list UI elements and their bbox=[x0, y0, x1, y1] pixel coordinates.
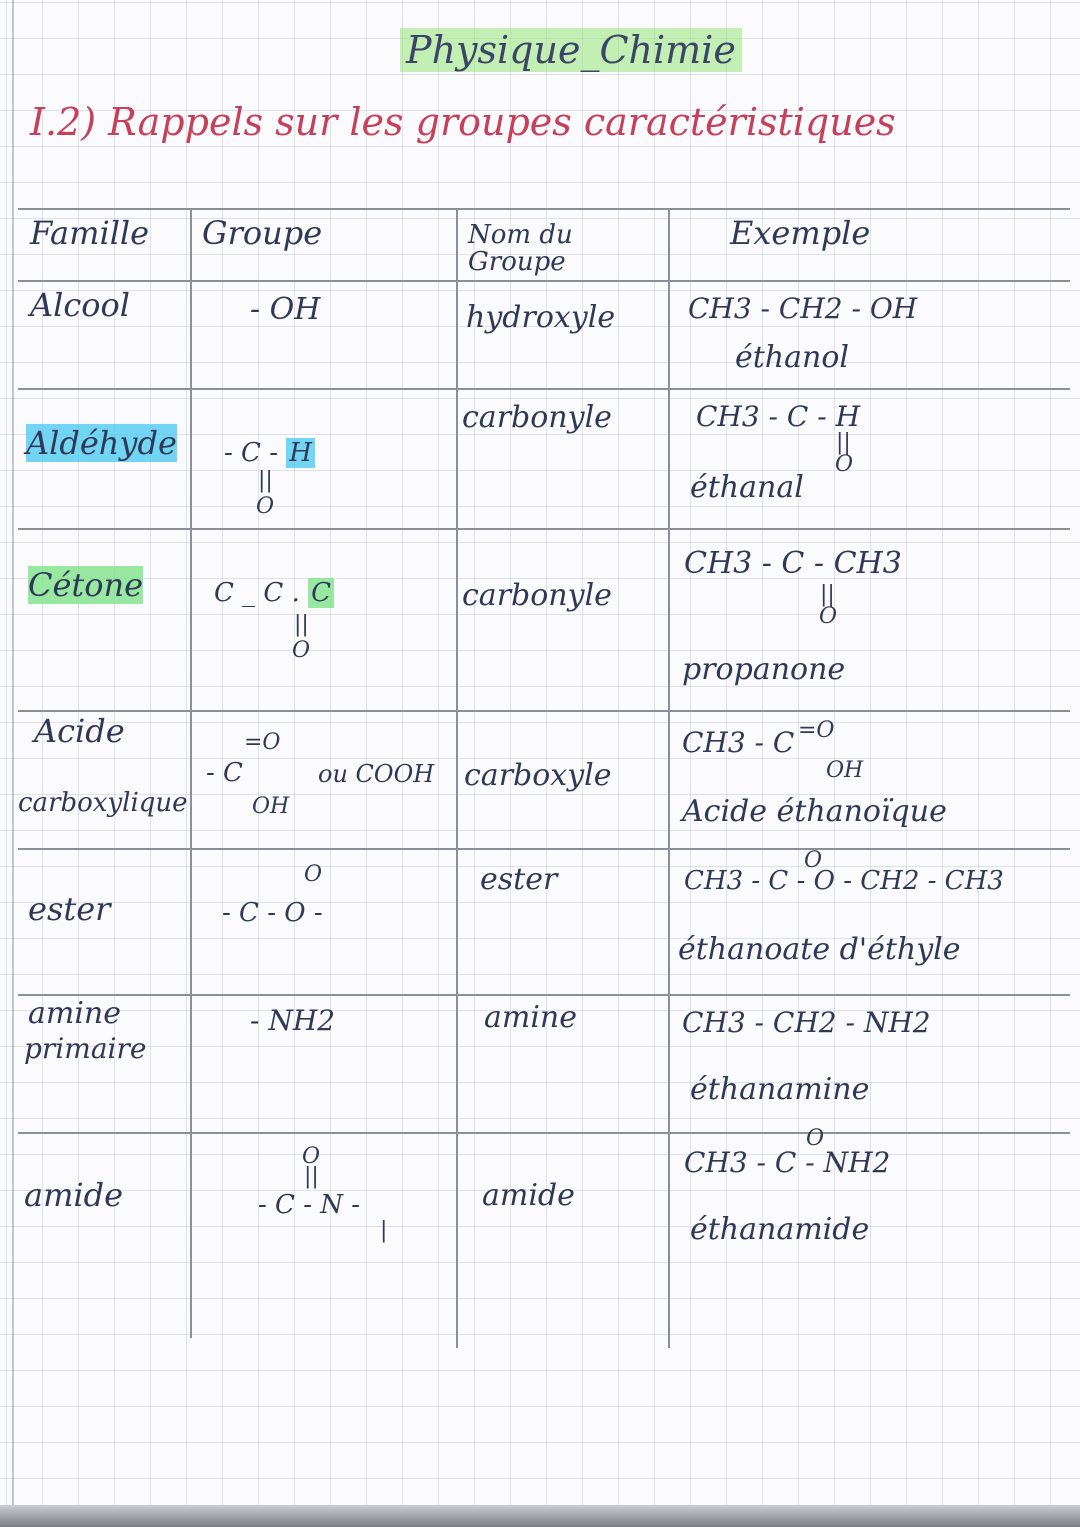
cetone-oxygen: O bbox=[292, 638, 311, 663]
row-acide-famille-l2: carboxylique bbox=[18, 788, 188, 818]
row-amine-exemple-formule: CH3 - CH2 - NH2 bbox=[682, 1006, 931, 1039]
aldehyde-oxygen: O bbox=[256, 494, 275, 519]
row-divider bbox=[18, 710, 1070, 712]
cetone-groupe-c: C bbox=[308, 578, 334, 608]
row-amine-exemple-nom: éthanamine bbox=[690, 1072, 870, 1107]
row-acide-exemple-formule: CH3 - C bbox=[682, 726, 795, 759]
row-alcool-famille: Alcool bbox=[30, 286, 131, 324]
row-aldehyde-exemple-nom: éthanal bbox=[690, 470, 804, 505]
acide-exemple-bottom: OH bbox=[826, 758, 864, 783]
row-amine-groupe: - NH2 bbox=[250, 1004, 336, 1037]
amide-groupe-main: - C - N - bbox=[258, 1190, 361, 1220]
ester-groupe-top: O bbox=[304, 862, 323, 887]
propanone-double-bond: || bbox=[820, 582, 835, 607]
row-amide-exemple-formule: CH3 - C - NH2 bbox=[684, 1146, 891, 1179]
row-amide-nom: amide bbox=[482, 1178, 575, 1213]
column-divider bbox=[668, 208, 670, 1348]
row-ester-exemple-nom: éthanoate d'éthyle bbox=[678, 932, 961, 967]
propanone-oxygen: O bbox=[819, 604, 838, 629]
row-amide-famille: amide bbox=[24, 1176, 124, 1214]
acide-groupe-bottom: OH bbox=[252, 794, 290, 819]
row-aldehyde-famille bbox=[26, 424, 177, 462]
header-exemple: Exemple bbox=[730, 214, 871, 252]
row-acide-nom: carboxyle bbox=[464, 758, 612, 793]
header-groupe: Groupe bbox=[202, 214, 323, 252]
cetone-groupe-chain: C _ C . bbox=[214, 578, 300, 608]
page-bottom-edge bbox=[0, 1505, 1080, 1527]
row-amine-nom: amine bbox=[484, 1000, 578, 1035]
cetone-highlight: Cétone bbox=[28, 566, 144, 604]
acide-groupe-ou: ou COOH bbox=[318, 760, 435, 788]
ester-exemple-top: O bbox=[804, 848, 823, 873]
amide-groupe-top: O bbox=[302, 1144, 321, 1169]
row-cetone-nom: carbonyle bbox=[462, 578, 612, 613]
row-alcool-nom: hydroxyle bbox=[466, 300, 616, 335]
row-cetone-famille bbox=[28, 566, 143, 604]
page-title bbox=[400, 28, 742, 72]
row-amine-famille-l1: amine bbox=[28, 996, 122, 1031]
amide-exemple-top: O bbox=[806, 1126, 825, 1151]
aldehyde-double-bond: || bbox=[258, 468, 273, 493]
row-aldehyde-exemple-formule: CH3 - C - H bbox=[696, 400, 861, 433]
column-divider bbox=[190, 208, 192, 1338]
page-title-text: Physique_Chimie bbox=[400, 28, 742, 72]
row-acide-famille-l1: Acide bbox=[34, 712, 125, 750]
cetone-double-bond: || bbox=[294, 612, 309, 637]
row-ester-exemple-formule: CH3 - C - O - CH2 - CH3 bbox=[684, 866, 1004, 896]
row-alcool-exemple-nom: éthanol bbox=[735, 340, 849, 375]
row-ester-famille: ester bbox=[28, 890, 111, 928]
section-subtitle: I.2) Rappels sur les groupes caractéristiques bbox=[30, 100, 896, 144]
amide-groupe-bottom: | bbox=[380, 1218, 388, 1243]
row-cetone-exemple-nom: propanone bbox=[682, 652, 846, 687]
acide-groupe-top: =O bbox=[244, 730, 281, 755]
aldehyde-highlight: Aldéhyde bbox=[26, 424, 177, 462]
acide-exemple-top: =O bbox=[798, 718, 835, 743]
acide-groupe-main: - C bbox=[206, 758, 243, 788]
row-aldehyde-groupe bbox=[224, 438, 315, 468]
row-divider bbox=[18, 1132, 1070, 1134]
row-cetone-groupe bbox=[214, 578, 334, 608]
header-divider bbox=[18, 280, 1070, 282]
aldehyde-groupe-h: H bbox=[286, 438, 315, 468]
margin-line bbox=[12, 0, 14, 1527]
row-amine-famille-l2: primaire bbox=[24, 1032, 147, 1065]
aldehyde-groupe-chain: - C - bbox=[224, 438, 278, 468]
ester-groupe-main: - C - O - bbox=[222, 898, 323, 928]
row-alcool-groupe: - OH bbox=[250, 292, 321, 327]
amide-groupe-double-bond: || bbox=[304, 1164, 319, 1189]
row-divider bbox=[18, 848, 1070, 850]
header-nom-du-groupe: Nom du Groupe bbox=[468, 220, 573, 278]
row-cetone-exemple-formule: CH3 - C - CH3 bbox=[684, 546, 902, 581]
row-aldehyde-nom: carbonyle bbox=[462, 400, 612, 435]
column-divider bbox=[456, 208, 458, 1348]
table-top-border bbox=[18, 208, 1070, 210]
ethanal-oxygen: O bbox=[835, 452, 854, 477]
row-acide-exemple-nom: Acide éthanoïque bbox=[682, 794, 947, 829]
row-divider bbox=[18, 994, 1070, 996]
row-divider bbox=[18, 528, 1070, 530]
row-amide-exemple-nom: éthanamide bbox=[690, 1212, 870, 1247]
row-alcool-exemple-formule: CH3 - CH2 - OH bbox=[688, 292, 918, 325]
row-ester-nom: ester bbox=[480, 862, 558, 897]
header-famille: Famille bbox=[30, 214, 150, 252]
ethanal-double-bond: || bbox=[836, 430, 851, 455]
row-divider bbox=[18, 388, 1070, 390]
